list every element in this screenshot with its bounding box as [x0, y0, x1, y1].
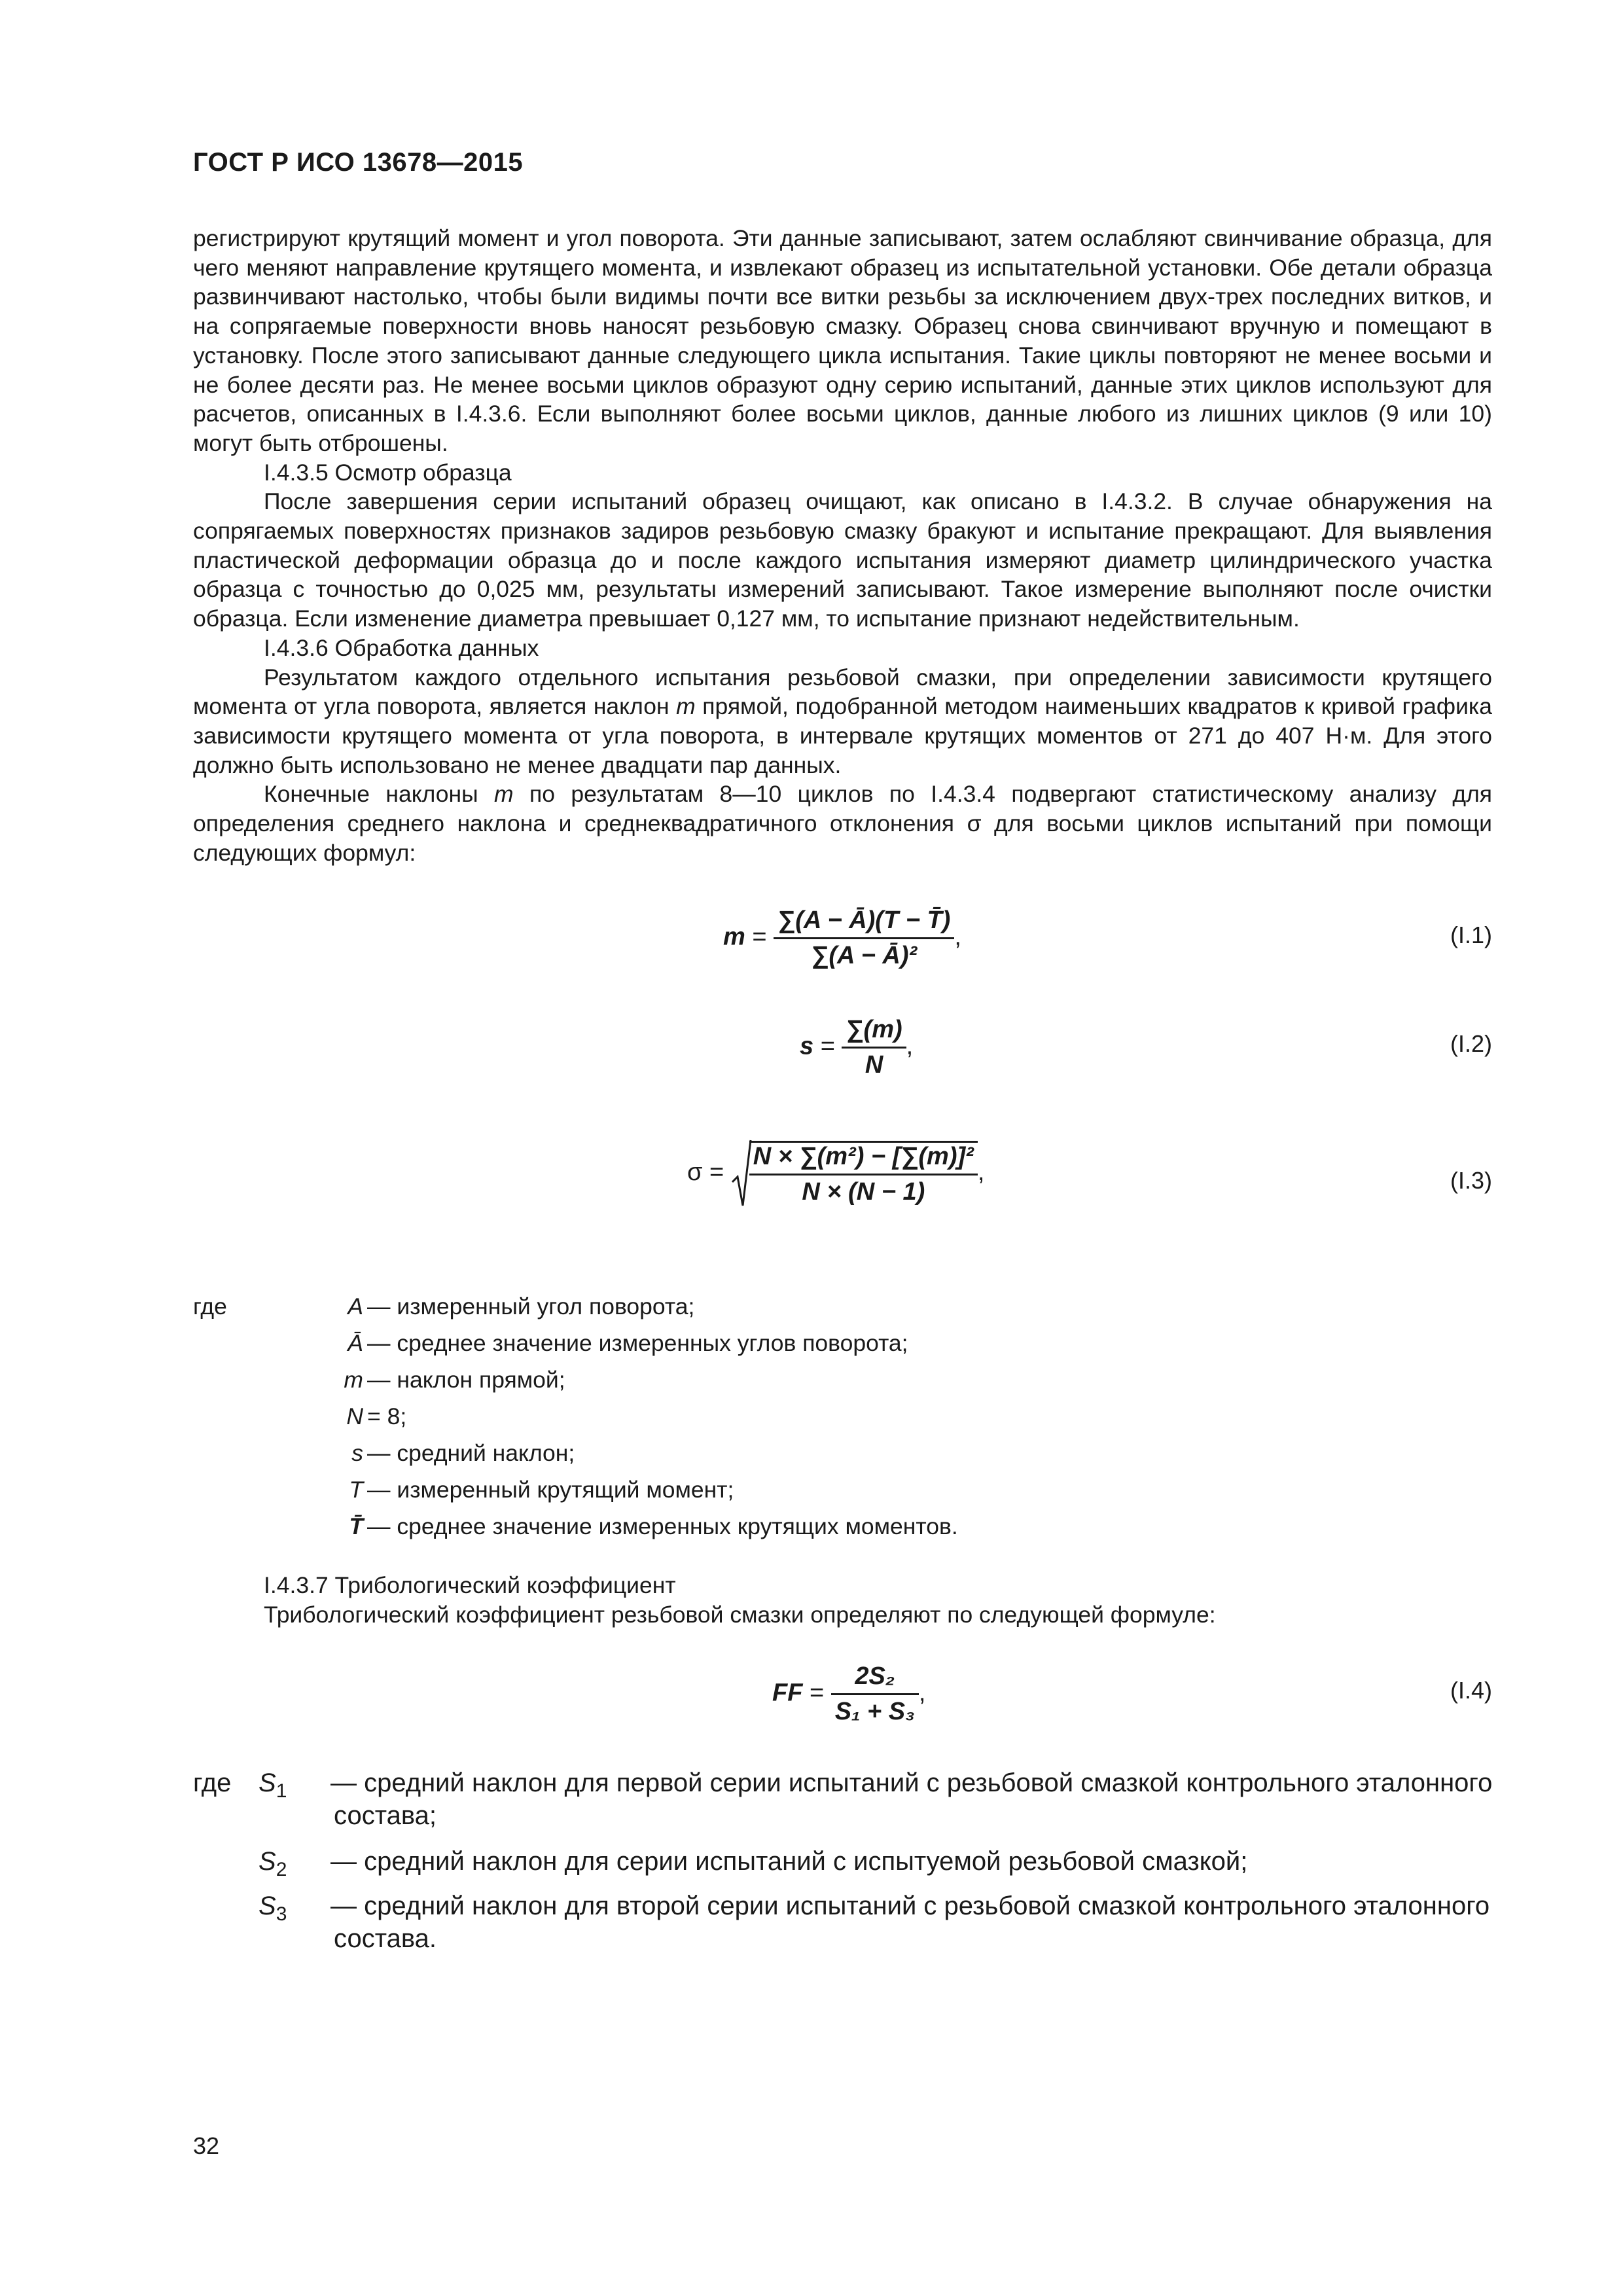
- symbol-m: m: [676, 693, 696, 720]
- text-run: прямой, подобранной методом наименьших квадратов к кривой графика зависимости крутящего момента от угла поворота, в интервале крутящих моментов от 271 до 407 Н·м. Для этого должно быть использовано не менее двадцати пар данных.: [193, 693, 1492, 778]
- legend-symbol: N: [346, 1403, 363, 1429]
- legend-description: — среднее значение измеренных углов поворота;: [367, 1330, 908, 1356]
- legend-symbol: s: [351, 1440, 363, 1466]
- section-heading-4-3-6: I.4.3.6 Обработка данных: [264, 634, 539, 661]
- eq3-denominator: N × (N − 1): [802, 1178, 925, 1206]
- equation-i2: s = $\frac{\sum(m)}{N}$ ,: [800, 1016, 914, 1079]
- legend2-description: — средний наклон для серии испытаний с испытуемой резьбовой смазкой;: [330, 1847, 1248, 1876]
- eq2-denominator: N: [865, 1051, 883, 1079]
- legend-row: [193, 1508, 1240, 1545]
- legend-description: — измеренный крутящий момент;: [367, 1477, 734, 1503]
- legend-where-label: где: [193, 1293, 227, 1319]
- legend-description: — среднее значение измеренных крутящих моментов.: [367, 1513, 958, 1539]
- legend-row: [193, 1288, 1240, 1325]
- symbol-letter: S: [259, 1768, 276, 1797]
- equation-number-i3: (I.3): [1450, 1167, 1492, 1194]
- symbol-letter: S: [259, 1847, 276, 1876]
- legend-row: [193, 1471, 1240, 1508]
- legend-row: [193, 1361, 1240, 1398]
- symbol-m: m: [494, 781, 514, 808]
- eq3-lhs: σ: [687, 1158, 703, 1187]
- legend2-where-label: где: [193, 1768, 232, 1797]
- equation-i3: σ = $\frac{\text{N × ∑(m²) − [∑(m)]²}}{N \times (N - 1)}$ ,: [687, 1138, 984, 1210]
- equation-number-i4: (I.4): [1450, 1677, 1492, 1704]
- legend-description: — наклон прямой;: [367, 1367, 565, 1393]
- legend-symbol: A: [348, 1293, 363, 1319]
- legend-description: — измеренный угол поворота;: [367, 1293, 695, 1319]
- legend-symbol: T: [349, 1477, 363, 1503]
- legend-row: [193, 1325, 1240, 1361]
- legend2-description: — средний наклон для первой серии испытаний с резьбовой смазкой контрольного эталонного: [330, 1768, 1493, 1797]
- legend2-description-continued: состава;: [334, 1801, 437, 1830]
- symbol-subscript: 2: [276, 1859, 287, 1880]
- legend2-symbol: [259, 1890, 287, 1930]
- legend-row: [193, 1398, 1240, 1435]
- main-text: [193, 224, 1492, 867]
- paragraph-inspection: После завершения серии испытаний образец очищают, как описано в I.4.3.2. В случае обнаружения на сопрягаемых поверхностях признаков задиров резьбовую смазку бракуют и испытание прекращают. Для выявления пластической деформации образца до и после каждого испытания измеряют диаметр цилиндрического участка образца с точностью до 0,025 мм, результаты измерений записывают. Такое измерение выполняют после очистки образца. Если изменение диаметра превышает 0,127 мм, то испытание признают недействительным.: [193, 488, 1492, 632]
- paragraph-continuation: регистрируют крутящий момент и угол поворота. Эти данные записывают, затем ослабляют свинчивание образца, для чего меняют направление крутящего момента, и извлекают образец из испытательной установки. Обе детали образца развинчивают настолько, чтобы были видимы почти все витки резьбы за исключением двух-трех последних витков, и на сопрягаемые поверхности вновь наносят резьбовую смазку. Образец снова свинчивают вручную и помещают в установку. После этого записывают данные следующего цикла испытания. Такие циклы повторяют не менее восьми и не более десяти раз. Не менее восьми циклов образуют одну серию испытаний, данные этих циклов используют для расчетов, описанных в I.4.3.6. Если выполняют более восьми циклов, данные любого из лишних циклов (9 или 10) могут быть отброшены.: [193, 225, 1492, 456]
- eq1-denominator: ∑(A − Ā)²: [811, 942, 918, 969]
- eq4-numerator: 2S₂: [831, 1662, 919, 1695]
- symbol-subscript: 3: [276, 1903, 287, 1925]
- legend-symbol: Ā: [348, 1330, 363, 1356]
- legend2-description: — средний наклон для второй серии испытаний с резьбовой смазкой контрольного эталонного: [330, 1892, 1490, 1920]
- symbol-letter: S: [259, 1892, 276, 1920]
- equation-i1: m = $\frac{\sum(A - Ā)(T - T̄)}{\text{∑(A − Ā)²}}$ ,: [723, 906, 961, 969]
- text-run: по результатам 8—10 циклов по I.4.3.4 подвергают статистическому анализу для определения среднего наклона и среднеквадратичного отклонения σ для восьми циклов испытаний при помощи следующих формул:: [193, 781, 1492, 866]
- symbol-subscript: 1: [276, 1780, 287, 1802]
- section-heading-4-3-7: I.4.3.7 Трибологический коэффициент: [264, 1572, 676, 1598]
- eq2-lhs: s: [800, 1032, 814, 1060]
- legend-description: = 8;: [367, 1403, 407, 1429]
- legend-rows: [193, 1288, 1240, 1545]
- text-run: Конечные наклоны: [264, 781, 494, 808]
- legend-row: [193, 1435, 1240, 1471]
- section-intro-4-3-7: Трибологический коэффициент резьбовой смазки определяют по следующей формуле:: [264, 1601, 1216, 1628]
- eq2-numerator: ∑(m): [842, 1016, 906, 1049]
- equation-number-i2: (I.2): [1450, 1030, 1492, 1057]
- eq3-numerator: N × ∑(m²) − [∑(m)]²: [749, 1143, 978, 1175]
- equation-number-i1: (I.1): [1450, 922, 1492, 948]
- paragraph-statistics: [193, 780, 1492, 867]
- text-run: Результатом каждого отдельного испытания резьбовой смазки, при определении зависимости крутящего момента от угла поворота, является наклон: [193, 664, 1492, 720]
- eq4-denominator: S₁ + S₃: [834, 1698, 915, 1725]
- paragraph-data-processing: [193, 663, 1492, 780]
- legend2-symbol: [259, 1767, 287, 1807]
- legend-symbol: T̄: [349, 1513, 363, 1539]
- legend-symbol: m: [344, 1367, 363, 1393]
- page-number: 32: [193, 2132, 220, 2159]
- eq1-lhs: m: [723, 923, 745, 951]
- legend2-description-continued: состава.: [334, 1924, 437, 1953]
- document-header: ГОСТ Р ИСО 13678—2015: [193, 148, 524, 177]
- eq1-numerator: ∑(A − Ā)(T − T̄): [774, 906, 954, 939]
- eq4-lhs: FF: [772, 1679, 803, 1707]
- equation-i4: FF = $\frac{\text{2S₂}}{\text{S₁ + S₃}}$ ,: [772, 1662, 926, 1725]
- section-4-3-7: [193, 1571, 1492, 1629]
- legend2-symbol: [259, 1846, 287, 1886]
- legend-description: — средний наклон;: [367, 1440, 575, 1466]
- section-heading-4-3-5: I.4.3.5 Осмотр образца: [264, 459, 512, 486]
